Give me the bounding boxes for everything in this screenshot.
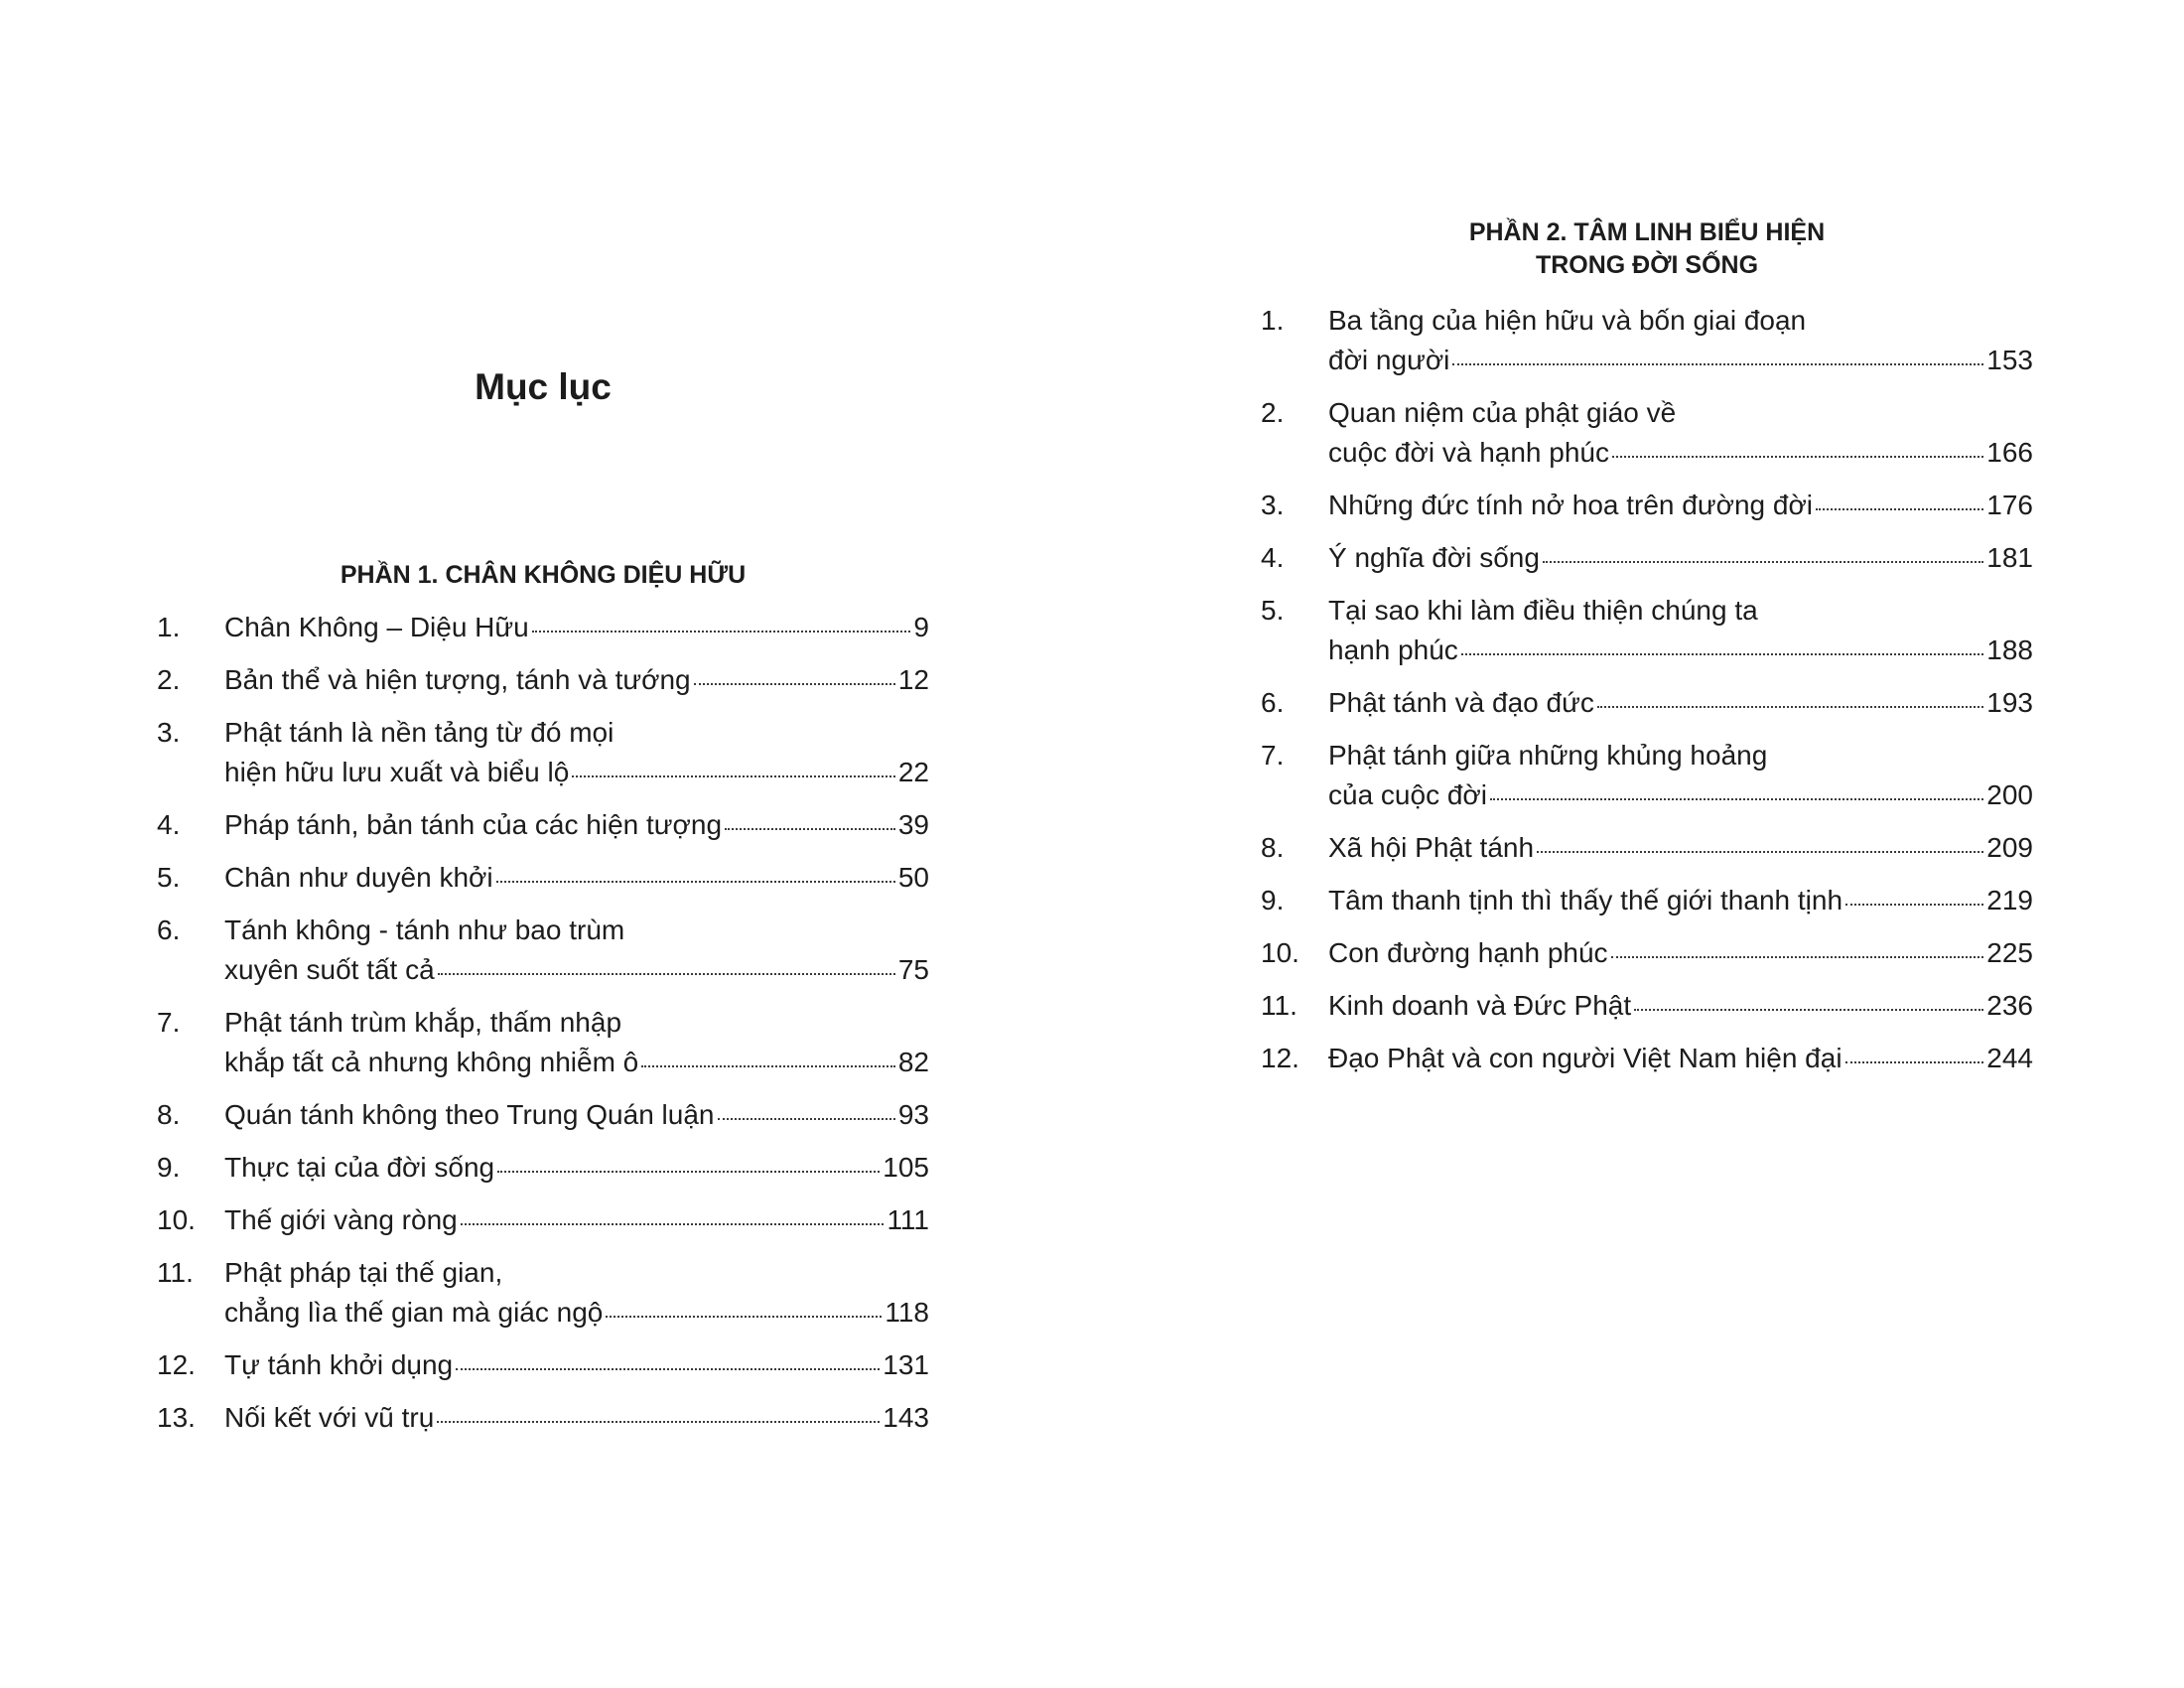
toc-entry [157, 713, 929, 792]
toc-entry [1261, 986, 2033, 1026]
toc-entry-body [224, 858, 929, 898]
toc-entry-title: Tự tánh khởi dụng [224, 1349, 454, 1380]
toc-entry-page-number: 93 [897, 1099, 929, 1130]
toc-entry-page-number: 193 [1986, 687, 2033, 718]
dot-leader [1612, 455, 1983, 458]
toc-entry-body [224, 1253, 929, 1333]
toc-entry-body [224, 1095, 929, 1135]
toc-entry [1261, 393, 2033, 473]
toc-entry [157, 1345, 929, 1385]
toc-entry-page-number: 131 [883, 1349, 929, 1380]
toc-entry-number: 1. [157, 612, 181, 642]
left-page [157, 0, 929, 1688]
toc-entry-last-line [224, 753, 929, 792]
toc-entry-page-number: 188 [1986, 634, 2033, 665]
toc-entry [1261, 591, 2033, 670]
toc-entry-body [224, 1345, 929, 1385]
toc-entry-last-line [1328, 433, 2033, 473]
toc-entry-page-number: 75 [897, 954, 929, 985]
toc-entry-last-line [1328, 538, 2033, 578]
toc-entry-last-line [224, 805, 929, 845]
toc-entry-last-line [224, 1293, 929, 1333]
toc-entry-number: 12. [157, 1349, 196, 1380]
toc-entry-body [224, 911, 929, 990]
toc-entry-body [1328, 1039, 2033, 1078]
toc-entry-title: Tại sao khi làm điều thiện chúng ta [1328, 595, 1758, 626]
toc-entry-page-number: 209 [1986, 832, 2033, 863]
toc-entry [157, 1200, 929, 1240]
dot-leader [1543, 560, 1983, 563]
toc-entry-page-number: 105 [883, 1152, 929, 1183]
toc-entry-body [224, 713, 929, 792]
dot-leader [718, 1117, 895, 1120]
dot-leader [694, 682, 895, 685]
toc-entry-title: Kinh doanh và Đức Phật [1328, 990, 1632, 1021]
toc-entry-body [1328, 828, 2033, 868]
dot-leader [1537, 850, 1983, 853]
dot-leader [1461, 652, 1983, 655]
toc-entry-title: đời người [1328, 345, 1450, 375]
toc-entry-body [1328, 538, 2033, 578]
toc-entry-number: 11. [1261, 990, 1297, 1021]
toc-entry [1261, 828, 2033, 868]
toc-entry-page-number: 219 [1986, 885, 2033, 915]
toc-entry-number: 8. [157, 1099, 181, 1130]
toc-entry-number: 7. [157, 1007, 181, 1038]
toc-entry-body [1328, 736, 2033, 815]
toc-entry-body [224, 1200, 929, 1240]
toc-entry-body [1328, 486, 2033, 525]
toc-entry [157, 1398, 929, 1438]
part2-heading-line: TRONG ĐỜI SỐNG [1535, 251, 1759, 279]
part2-heading-line: PHẦN 2. TÂM LINH BIỂU HIỆN [1468, 218, 1826, 246]
toc-entry-last-line [1328, 986, 2033, 1026]
toc-entry-last-line [224, 950, 929, 990]
toc-entry-title: cuộc đời và hạnh phúc [1328, 437, 1609, 468]
toc-entry-title: Quán tánh không theo Trung Quán luận [224, 1099, 715, 1130]
toc-entry [1261, 683, 2033, 723]
toc-entry-last-line [1328, 828, 2033, 868]
toc-entry-last-line [1328, 631, 2033, 670]
toc-entry-last-line [224, 1148, 929, 1188]
toc-entry-page-number: 12 [897, 664, 929, 695]
toc-entry-page-number: 118 [885, 1297, 929, 1328]
toc-entry-last-line [224, 1095, 929, 1135]
toc-entry-title: xuyên suốt tất cả [224, 954, 435, 985]
toc-entry-page-number: 176 [1986, 490, 2033, 520]
toc-entry-title: của cuộc đời [1328, 779, 1488, 810]
toc-entry-title: Con đường hạnh phúc [1328, 937, 1608, 968]
toc-entry-body [224, 608, 929, 647]
toc-entry-title: Phật pháp tại thế gian, [224, 1257, 503, 1288]
toc-entry-body [1328, 301, 2033, 380]
dot-leader [1845, 1060, 1984, 1063]
toc-entry [157, 1003, 929, 1082]
toc-entry-title: Đạo Phật và con người Việt Nam hiện đại [1328, 1043, 1843, 1073]
toc-entry [157, 1253, 929, 1333]
toc-entry-body [224, 1003, 929, 1082]
toc-entry-title: Chân Không – Diệu Hữu [224, 612, 529, 642]
part1-heading [157, 559, 929, 592]
toc-entry-body [224, 660, 929, 700]
toc-entry-title: Tánh không - tánh như bao trùm [224, 914, 625, 945]
toc-entry-number: 13. [157, 1402, 196, 1433]
toc-entry-title: Bản thể và hiện tượng, tánh và tướng [224, 664, 691, 695]
toc-entry-number: 6. [1261, 687, 1285, 718]
toc-entry [1261, 301, 2033, 380]
toc-entry-page-number: 39 [897, 809, 929, 840]
toc-entry-last-line [224, 1043, 929, 1082]
part2-heading [1261, 216, 2033, 282]
toc-entry-title: Thực tại của đời sống [224, 1152, 495, 1183]
toc-entry-title: hiện hữu lưu xuất và biểu lộ [224, 757, 570, 787]
toc-entry-title: Tâm thanh tịnh thì thấy thế giới thanh tịnh [1328, 885, 1843, 915]
toc-entry-number: 4. [1261, 542, 1285, 573]
toc-entry [1261, 486, 2033, 525]
toc-entry-number: 5. [157, 862, 181, 893]
toc-entry [157, 1095, 929, 1135]
toc-entry-last-line [224, 608, 929, 647]
dot-leader [456, 1367, 880, 1370]
toc-entry-body [1328, 933, 2033, 973]
part1-toc-list [157, 608, 929, 1451]
toc-entry-page-number: 244 [1986, 1043, 2033, 1073]
toc-entry [157, 660, 929, 700]
toc-entry-page-number: 9 [913, 612, 929, 642]
toc-entry-last-line [224, 1200, 929, 1240]
toc-entry-last-line [224, 1345, 929, 1385]
toc-entry-page-number: 143 [883, 1402, 929, 1433]
toc-entry-number: 6. [157, 914, 181, 945]
toc-entry-last-line [1328, 341, 2033, 380]
toc-entry-number: 10. [1261, 937, 1299, 968]
toc-entry-title: chẳng lìa thế gian mà giác ngộ [224, 1297, 604, 1328]
part1-heading-line: PHẦN 1. CHÂN KHÔNG DIỆU HỮU [340, 561, 747, 589]
dot-leader [1597, 705, 1983, 708]
toc-entry [157, 1148, 929, 1188]
toc-entry-body [1328, 986, 2033, 1026]
toc-entry-number: 3. [157, 717, 181, 748]
toc-entry-last-line [224, 660, 929, 700]
toc-entry-number: 2. [1261, 397, 1285, 428]
toc-entry-body [224, 805, 929, 845]
toc-entry-title: Chân như duyên khởi [224, 862, 493, 893]
toc-entry-title: khắp tất cả nhưng không nhiễm ô [224, 1047, 639, 1077]
dot-leader [496, 880, 895, 883]
toc-entry-title: Thế giới vàng ròng [224, 1204, 458, 1235]
toc-entry-page-number: 181 [1986, 542, 2033, 573]
toc-entry-last-line [1328, 933, 2033, 973]
dot-leader [725, 827, 895, 830]
toc-entry [1261, 736, 2033, 815]
toc-entry-page-number: 50 [897, 862, 929, 893]
toc-entry-title: Phật tánh và đạo đức [1328, 687, 1594, 718]
dot-leader [1816, 507, 1983, 510]
toc-entry-number: 11. [157, 1257, 194, 1288]
dot-leader [1845, 903, 1983, 906]
dot-leader [1452, 362, 1983, 365]
toc-entry [1261, 538, 2033, 578]
toc-entry-page-number: 111 [887, 1204, 929, 1235]
toc-entry-last-line [1328, 775, 2033, 815]
toc-entry [157, 858, 929, 898]
toc-entry-number: 12. [1261, 1043, 1299, 1073]
toc-entry-number: 3. [1261, 490, 1285, 520]
toc-entry-title: Ý nghĩa đời sống [1328, 542, 1540, 573]
toc-entry-title: Quan niệm của phật giáo về [1328, 397, 1677, 428]
dot-leader [1634, 1008, 1983, 1011]
toc-entry-body [1328, 683, 2033, 723]
toc-entry [1261, 1039, 2033, 1078]
toc-entry-page-number: 236 [1986, 990, 2033, 1021]
toc-entry [1261, 933, 2033, 973]
toc-entry-page-number: 200 [1986, 779, 2033, 810]
toc-entry-title: hạnh phúc [1328, 634, 1458, 665]
toc-entry-title: Phật tánh là nền tảng từ đó mọi [224, 717, 614, 748]
toc-entry-page-number: 166 [1986, 437, 2033, 468]
toc-entry-body [1328, 393, 2033, 473]
toc-entry-last-line [1328, 881, 2033, 920]
dot-leader [532, 630, 911, 633]
toc-entry [157, 608, 929, 647]
part2-toc-list [1261, 301, 2033, 1091]
toc-entry-number: 1. [1261, 305, 1285, 336]
dot-leader [1490, 797, 1983, 800]
toc-entry-number: 2. [157, 664, 181, 695]
toc-entry-page-number: 82 [897, 1047, 929, 1077]
toc-entry-number: 7. [1261, 740, 1285, 771]
toc-entry-body [224, 1398, 929, 1438]
toc-entry-title: Phật tánh giữa những khủng hoảng [1328, 740, 1768, 771]
right-page [1261, 0, 2033, 1688]
toc-entry-page-number: 153 [1986, 345, 2033, 375]
toc-entry-number: 8. [1261, 832, 1285, 863]
dot-leader [497, 1170, 880, 1173]
toc-entry-last-line [1328, 683, 2033, 723]
toc-entry-number: 5. [1261, 595, 1285, 626]
toc-entry [157, 911, 929, 990]
toc-entry-last-line [1328, 486, 2033, 525]
toc-entry-page-number: 22 [897, 757, 929, 787]
toc-entry-page-number: 225 [1986, 937, 2033, 968]
toc-entry-title: Phật tánh trùm khắp, thấm nhập [224, 1007, 622, 1038]
dot-leader [438, 972, 895, 975]
toc-entry-title: Pháp tánh, bản tánh của các hiện tượng [224, 809, 723, 840]
toc-entry-number: 10. [157, 1204, 196, 1235]
page-title: Mục lục [475, 366, 612, 407]
dot-leader [641, 1064, 895, 1067]
toc-entry-body [1328, 881, 2033, 920]
toc-entry-last-line [224, 1398, 929, 1438]
toc-entry-title: Ba tầng của hiện hữu và bốn giai đoạn [1328, 305, 1807, 336]
toc-entry-last-line [1328, 1039, 2033, 1078]
dot-leader [1611, 955, 1984, 958]
toc-entry-title: Xã hội Phật tánh [1328, 832, 1535, 863]
toc-entry-number: 4. [157, 809, 181, 840]
toc-entry-number: 9. [1261, 885, 1285, 915]
dot-leader [461, 1222, 885, 1225]
toc-entry-body [1328, 591, 2033, 670]
toc-entry-title: Những đức tính nở hoa trên đường đời [1328, 490, 1814, 520]
toc-entry-title: Nối kết với vũ trụ [224, 1402, 435, 1433]
toc-entry-number: 9. [157, 1152, 181, 1183]
toc-entry-body [224, 1148, 929, 1188]
toc-entry-last-line [224, 858, 929, 898]
dot-leader [572, 774, 895, 777]
toc-entry [1261, 881, 2033, 920]
dot-leader [437, 1420, 880, 1423]
toc-entry [157, 805, 929, 845]
dot-leader [606, 1315, 882, 1318]
